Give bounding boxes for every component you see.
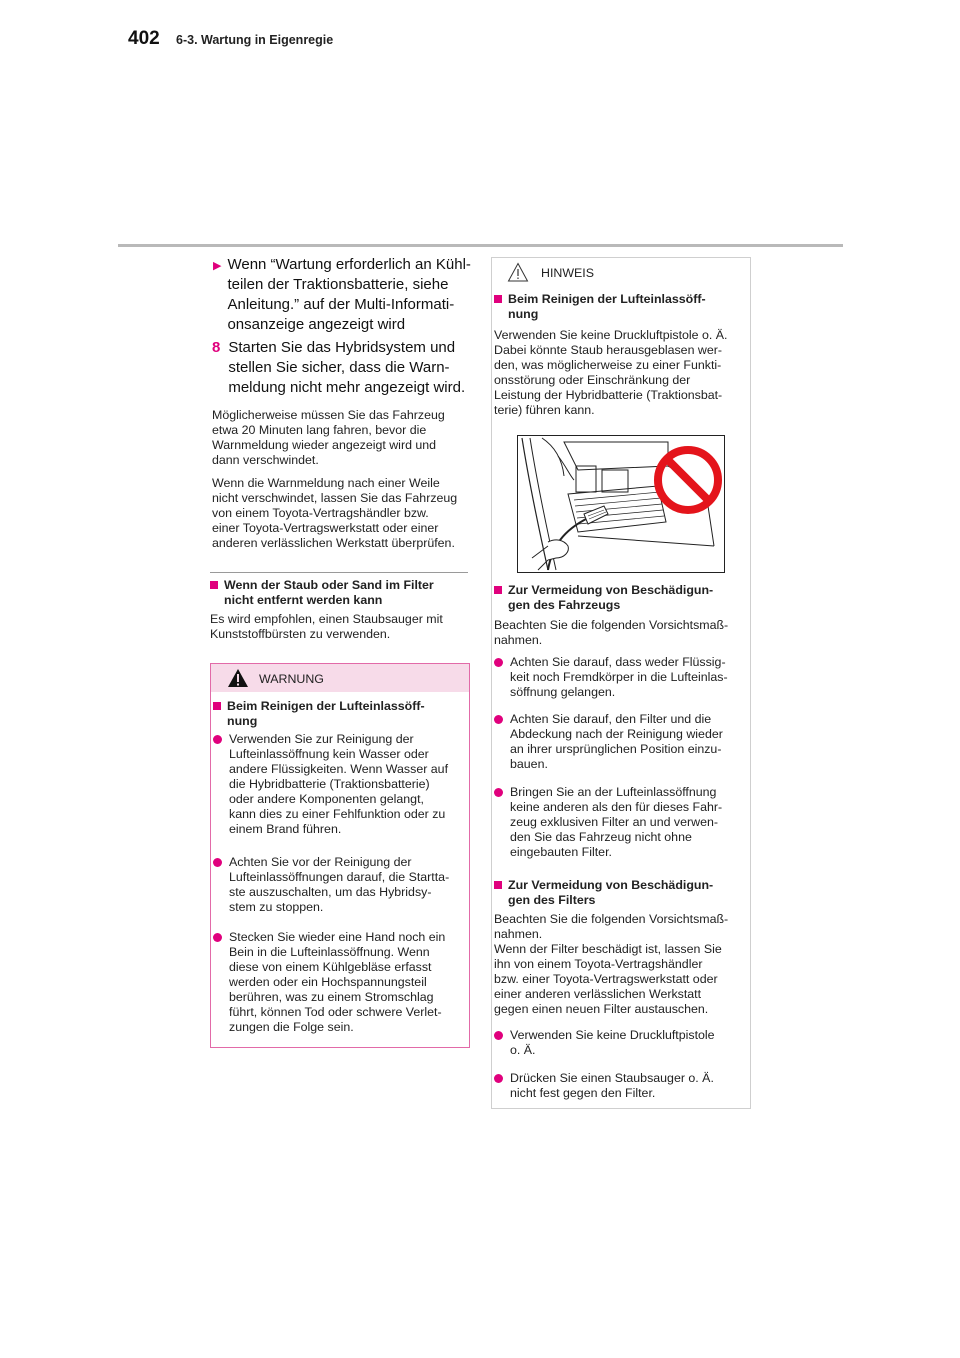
hint-header (492, 258, 750, 286)
hint-heading-filter (494, 878, 746, 908)
hint-heading-vehicle (494, 583, 746, 613)
text-line: nicht verschwindet, lassen Sie das Fahrzeug (212, 491, 458, 505)
text-line: Kunststoffbürsten zu verwenden. (210, 627, 391, 641)
hint-text-filter (494, 912, 748, 1017)
hint-bullet (494, 1028, 746, 1058)
hint-text-vehicle (494, 618, 748, 648)
paragraph-workshop (212, 476, 474, 551)
heading-line: Zur Vermeidung von Beschädigun- (508, 583, 714, 597)
warning-header (211, 664, 469, 692)
text-line: einer Toyota-Vertragswerkstatt oder einer (212, 521, 439, 535)
intro-line: Wenn “Wartung erforderlich an Kühl- (227, 256, 471, 273)
text-line: die Hybridbatterie (Traktionsbatterie) (229, 777, 430, 791)
text-line: Leistung der Hybridbatterie (Traktionsbat- (494, 388, 723, 402)
text-line: Achten Sie darauf, dass weder Flüssig- (510, 655, 726, 669)
dot-bullet-icon (494, 788, 503, 797)
warning-heading (213, 699, 463, 729)
heading-line: nicht entfernt werden kann (224, 593, 383, 607)
warning-triangle-icon (227, 668, 249, 688)
text-line: stem zu stoppen. (229, 900, 324, 914)
intro-line: Anleitung.” auf der Multi-Informati- (227, 296, 455, 313)
intro-heading (213, 255, 473, 335)
dust-text (210, 612, 472, 642)
heading-line: gen des Filters (508, 893, 596, 907)
text-line: Achten Sie darauf, den Filter und die (510, 712, 712, 726)
text-line: Beachten Sie die folgenden Vorsichtsmaß- (494, 618, 729, 632)
text-line: Dabei könnte Staub herausgeblasen wer- (494, 343, 722, 357)
square-bullet-icon (494, 586, 502, 594)
square-bullet-icon (210, 581, 218, 589)
heading-line: nung (227, 714, 258, 728)
text-line: Bringen Sie an der Lufteinlassöffnung (510, 785, 717, 799)
text-line: keine anderen als den für dieses Fahr- (510, 800, 723, 814)
text-line: Warnmeldung wieder angezeigt wird und (212, 438, 437, 452)
text-line: Lufteinlassöffnungen darauf, die Startta- (229, 870, 450, 884)
dot-bullet-icon (213, 735, 222, 744)
hint-bullet (494, 712, 746, 772)
hint-bullet (494, 655, 746, 700)
text-line: keit noch Fremdkörper in die Lufteinlas- (510, 670, 728, 684)
hint-bullet (494, 785, 746, 860)
text-line: anderen verlässlichen Werkstatt überprüfen. (212, 536, 455, 550)
text-line: Möglicherweise müssen Sie das Fahrzeug (212, 408, 445, 422)
step-8 (212, 338, 474, 398)
heading-line: Zur Vermeidung von Beschädigun- (508, 878, 714, 892)
text-line: zeug exklusiven Filter an und verwen- (510, 815, 718, 829)
section-rule (210, 572, 468, 573)
text-line: o. Ä. (510, 1043, 536, 1057)
text-line: dann verschwindet. (212, 453, 319, 467)
heading-line: Beim Reinigen der Lufteinlassöff- (508, 292, 706, 306)
chapter-title: 6-3. Wartung in Eigenregie (176, 33, 334, 47)
text-line: Stecken Sie wieder eine Hand noch ein (229, 930, 446, 944)
compressed-air-prohibited-drawing (518, 436, 724, 572)
air-inlet-cleaning-illustration (517, 435, 725, 573)
warning-bullet (213, 930, 463, 1035)
hint-bullet (494, 1071, 746, 1101)
step-line: meldung nicht mehr angezeigt wird. (228, 379, 466, 396)
heading-line: nung (508, 307, 539, 321)
text-line: den, was möglicherweise zu einer Funkti- (494, 358, 722, 372)
text-line: führt, können Tod oder schwere Verlet- (229, 1005, 442, 1019)
dust-heading (210, 578, 472, 608)
text-line: onsstörung oder Einschränkung der (494, 373, 691, 387)
text-line: werden oder ein Hochspannungsteil (229, 975, 427, 989)
text-line: berühren, was zu einem Stromschlag (229, 990, 434, 1004)
paragraph-drive (212, 408, 474, 468)
text-line: Wenn die Warnmeldung nach einer Weile (212, 476, 440, 490)
square-bullet-icon (494, 295, 502, 303)
text-line: ihn von einem Toyota-Vertragshändler (494, 957, 703, 971)
hint-text-air-inlet (494, 328, 748, 418)
text-line: kann dies zu einer Fehlfunktion oder zu (229, 807, 446, 821)
text-line: Achten Sie vor der Reinigung der (229, 855, 412, 869)
dot-bullet-icon (213, 858, 222, 867)
text-line: Abdeckung nach der Reinigung wieder (510, 727, 723, 741)
text-line: diese von einem Kühlgebläse erfasst (229, 960, 432, 974)
text-line: Drücken Sie einen Staubsauger o. Ä. (510, 1071, 714, 1085)
text-line: den Sie das Fahrzeug nicht ohne (510, 830, 692, 844)
text-line: eingebauten Filter. (510, 845, 612, 859)
text-line: Lufteinlassöffnung kein Wasser oder (229, 747, 429, 761)
square-bullet-icon (213, 702, 221, 710)
heading-line: gen des Fahrzeugs (508, 598, 621, 612)
dot-bullet-icon (494, 658, 503, 667)
text-line: söffnung gelangen. (510, 685, 616, 699)
text-line: Beachten Sie die folgenden Vorsichtsmaß- (494, 912, 729, 926)
intro-block (213, 255, 473, 335)
text-line: Bein in die Lufteinlassöffnung. Wenn (229, 945, 430, 959)
text-line: Wenn der Filter beschädigt ist, lassen Sie (494, 942, 722, 956)
text-line: terie) führen kann. (494, 403, 595, 417)
text-line: Es wird empfohlen, einen Staubsauger mit (210, 612, 443, 626)
text-line: gegen einen neuen Filter austauschen. (494, 1002, 709, 1016)
text-line: ste auszuschalten, um das Hybridsy- (229, 885, 432, 899)
dot-bullet-icon (494, 715, 503, 724)
dot-bullet-icon (494, 1031, 503, 1040)
text-line: oder andere Komponenten gelangt, (229, 792, 424, 806)
page-number: 402 (128, 28, 160, 49)
text-line: andere Flüssigkeiten. Wenn Wasser auf (229, 762, 449, 776)
text-line: bzw. einer Toyota-Vertragswerkstatt oder (494, 972, 718, 986)
triangle-bullet-icon: ▶ (213, 260, 222, 272)
step-line: Starten Sie das Hybridsystem und (228, 339, 456, 356)
step-number: 8 (212, 339, 221, 356)
text-line: von einem Toyota-Vertragshändler bzw. (212, 506, 429, 520)
warning-bullet (213, 855, 463, 915)
text-line: etwa 20 Minuten lang fahren, bevor die (212, 423, 427, 437)
heading-line: Wenn der Staub oder Sand im Filter (224, 578, 434, 592)
caution-triangle-icon (507, 262, 529, 282)
text-line: nahmen. (494, 927, 543, 941)
dot-bullet-icon (494, 1074, 503, 1083)
text-line: einem Brand führen. (229, 822, 342, 836)
intro-line: onsanzeige angezeigt wird (227, 316, 406, 333)
hint-label: HINWEIS (541, 266, 595, 280)
dot-bullet-icon (213, 933, 222, 942)
text-line: Verwenden Sie keine Druckluftpistole o. Ä. (494, 328, 728, 342)
heading-line: Beim Reinigen der Lufteinlassöff- (227, 699, 425, 713)
text-line: nahmen. (494, 633, 543, 647)
text-line: an ihrer ursprünglichen Position einzu- (510, 742, 722, 756)
header-rule (118, 244, 843, 247)
text-line: zungen die Folge sein. (229, 1020, 354, 1034)
intro-line: teilen der Traktionsbatterie, siehe (227, 276, 449, 293)
warning-label: WARNUNG (259, 672, 324, 686)
text-line: Verwenden Sie zur Reinigung der (229, 732, 414, 746)
text-line: bauen. (510, 757, 548, 771)
warning-bullet (213, 732, 463, 837)
text-line: nicht fest gegen den Filter. (510, 1086, 656, 1100)
square-bullet-icon (494, 881, 502, 889)
text-line: Verwenden Sie keine Druckluftpistole (510, 1028, 715, 1042)
step-line: stellen Sie sicher, dass die Warn- (228, 359, 450, 376)
text-line: einer anderen verlässlichen Werkstatt (494, 987, 702, 1001)
hint-heading-air-inlet (494, 292, 746, 322)
